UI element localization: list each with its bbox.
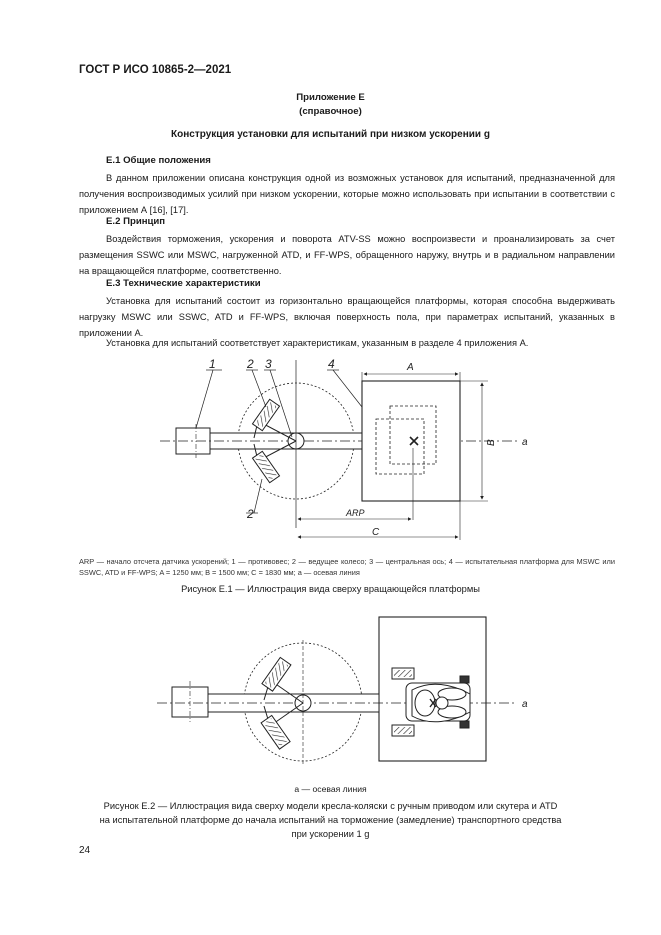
figure2-drawing — [157, 617, 517, 765]
section-text: Установка для испытаний соответствует характеристикам, указанным в разделе 4 приложения А. — [106, 338, 529, 348]
figure2-caption-line3: при ускорении 1 g — [291, 829, 370, 839]
dim-C: C — [372, 527, 380, 538]
leader-line — [254, 479, 262, 513]
dim-ARP: ARP — [346, 508, 365, 518]
page-number: 24 — [79, 845, 91, 856]
figure2-caption-line2: на испытательной платформе до начала испытаний на торможение (замедление) транспортного средства — [99, 815, 562, 825]
label-3: 3 — [265, 357, 272, 371]
figure2-caption-line1: Рисунок Е.2 — Иллюстрация вида сверху модели кресла-коляски с ручным приводом или скутера и ATD — [103, 801, 558, 811]
leader-line — [333, 370, 362, 407]
leader-line — [196, 370, 213, 428]
figure1-legend: ARP — начало отсчета датчика ускорений; 1 — противовес; 2 — ведущее колесо; 3 — центральная ось; 4 — испытательная платформа для MSWC или SSWC, ATD и FF-WPS; A = 1250 мм; B = 1500 мм; C = 1830 мм; a — осевая линия — [79, 557, 615, 577]
drive-wheel-bottom — [261, 715, 290, 749]
figure2-legend: a — осевая линия — [294, 784, 367, 794]
annex-title: Приложение Е — [296, 92, 365, 103]
section-heading: Е.3 Технические характеристики — [106, 278, 261, 289]
label-2b: 2 — [247, 507, 254, 521]
drive-wheel-top — [262, 657, 291, 691]
label-2: 2 — [247, 357, 254, 371]
section-heading: Е.1 Общие положения — [106, 155, 211, 166]
drive-wheel-bottom — [252, 451, 279, 482]
section-heading: Е.2 Принцип — [106, 216, 166, 227]
axis-label-a: a — [522, 437, 528, 448]
section-text: Воздействия торможения, ускорения и поворота ATV-SS можно воспроизвести и проанализировать за счет размещения SSWC или MSWC, нагруженной ATD, и FF-WPS, обращенного наружу, внутрь и в радиальном направлении на вращающейся платформе, соответственно. — [79, 234, 615, 276]
section-text: Установка для испытаний состоит из горизонтально вращающейся платформы, которая способна выдерживать нагрузку MSWC или SSWC, ATD и FF-WPS, включая поверхность пола, при параметрах испытаний, указанных в приложении А. — [79, 296, 615, 338]
label-1: 1 — [209, 357, 216, 371]
document-header: ГОСТ Р ИСО 10865-2—2021 — [79, 64, 232, 76]
figure1-drawing — [160, 360, 517, 540]
figure1-caption: Рисунок Е.1 — Иллюстрация вида сверху вращающейся платформы — [181, 584, 480, 594]
annex-subtitle: (справочное) — [299, 106, 362, 117]
axis-label-a: a — [522, 699, 528, 710]
dim-A: A — [407, 362, 414, 373]
test-platform — [362, 381, 460, 501]
dim-B: B — [486, 439, 497, 446]
label-4: 4 — [328, 357, 335, 371]
drive-wheel-top — [252, 399, 279, 430]
annex-heading: Конструкция установки для испытаний при низком ускорении g — [171, 129, 490, 140]
section-text: В данном приложении описана конструкция одной из возможных установок для испытаний, предназначенной для получения воспроизводимых усилий при низком ускорении, которые можно использовать при испытании в соответствии с приложением А [16], [17]. — [79, 173, 615, 215]
figure2-labels — [522, 699, 528, 710]
